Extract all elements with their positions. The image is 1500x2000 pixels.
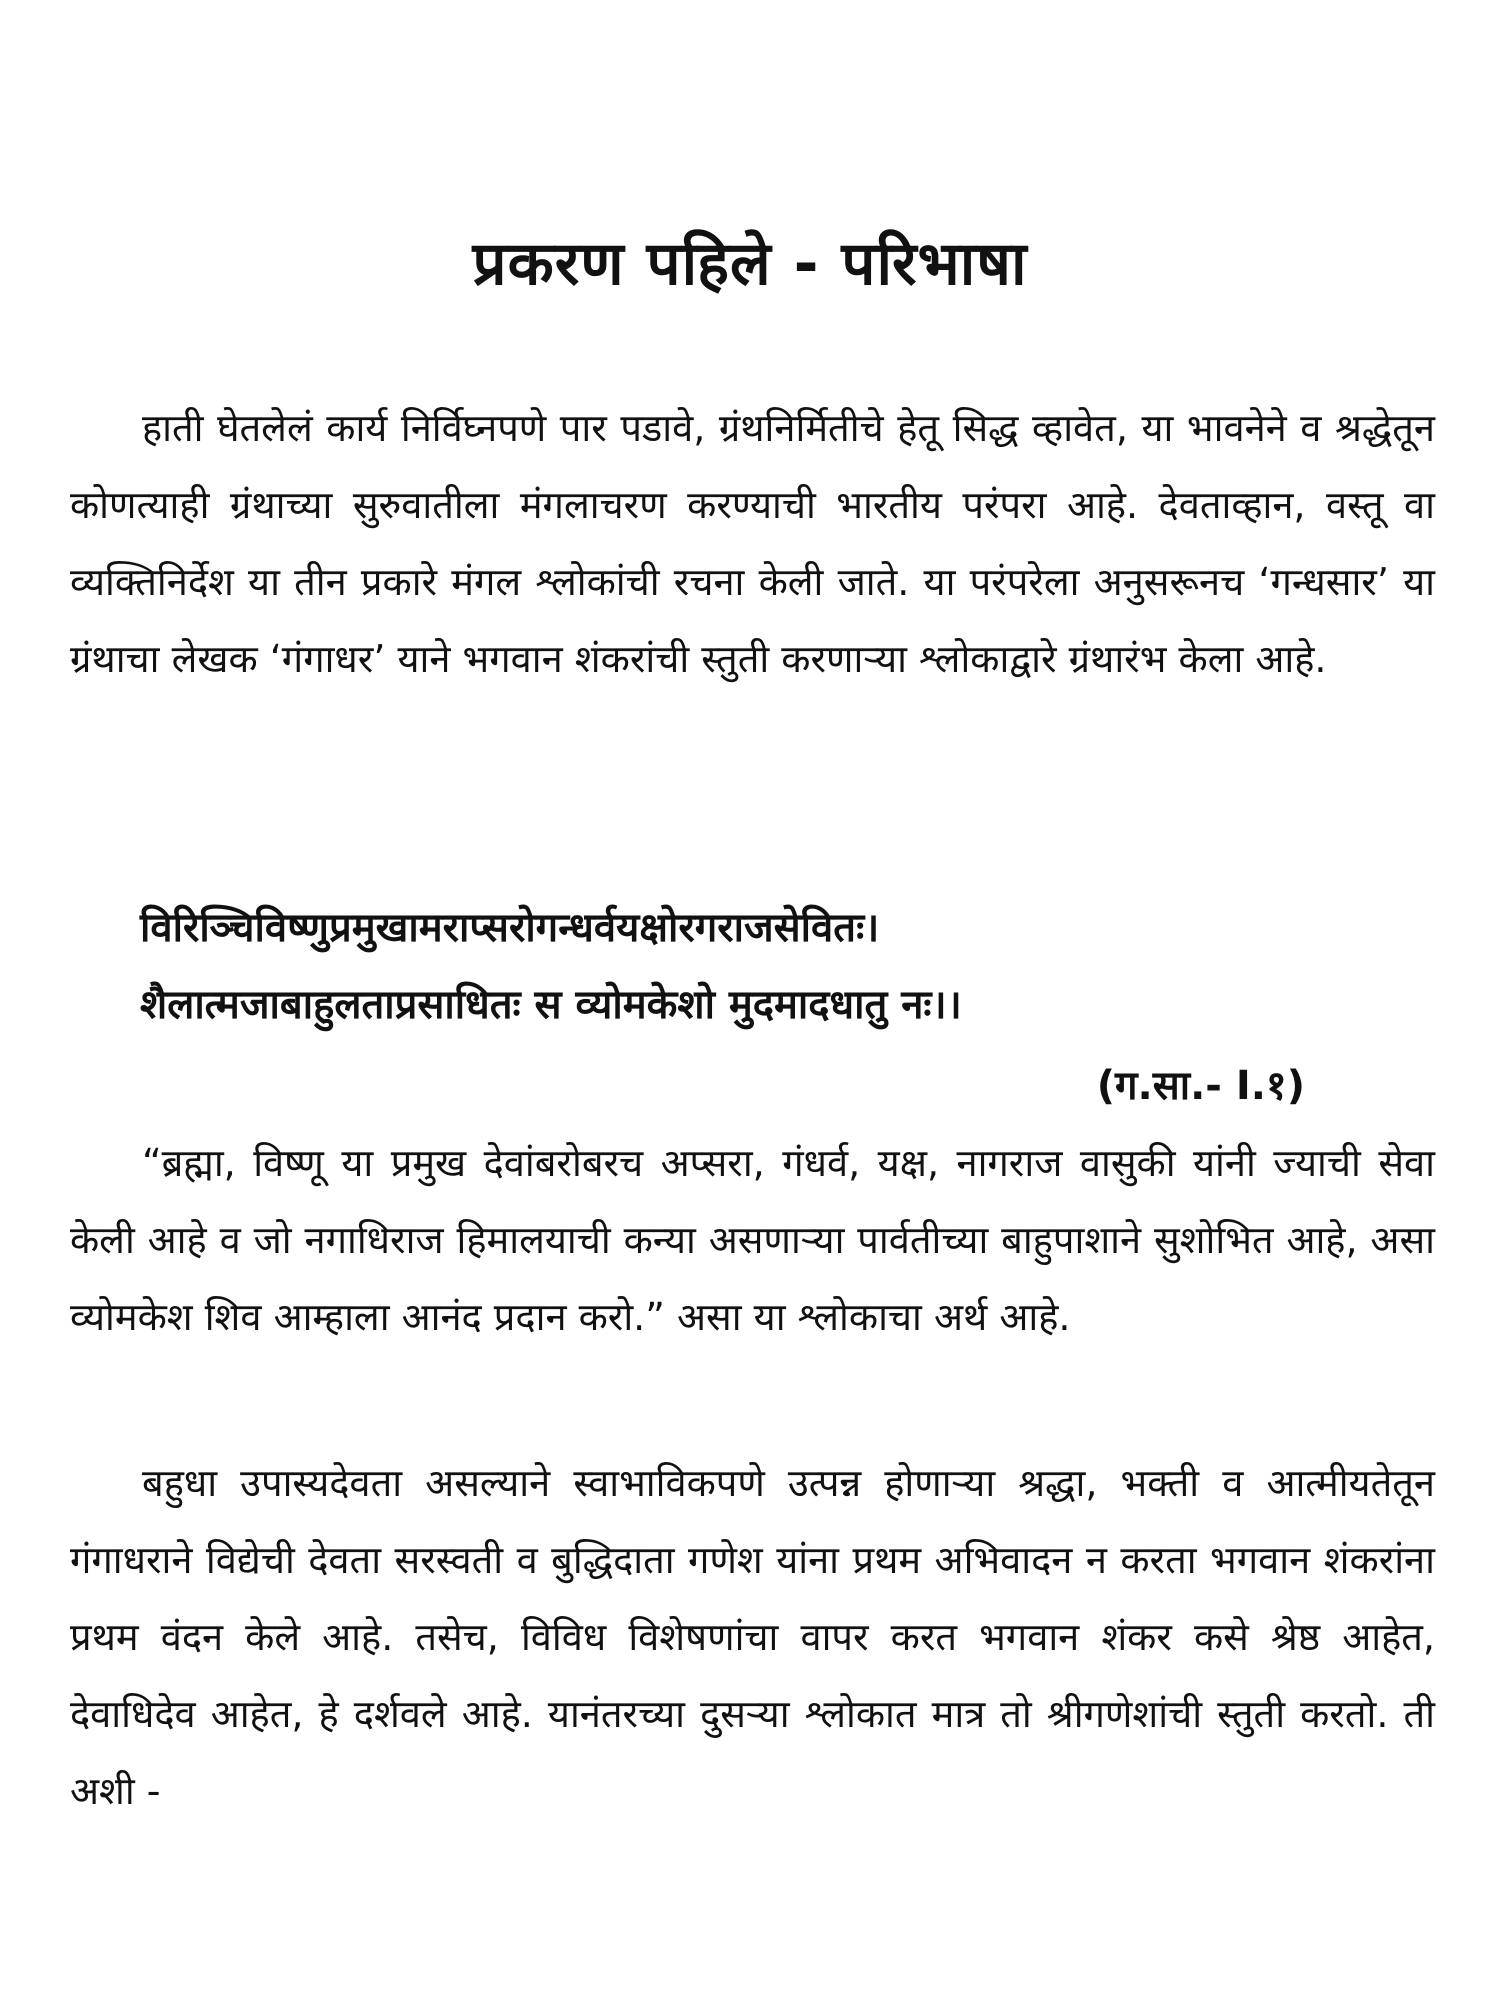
verse-line-2: शैलात्मजाबाहुलताप्रसाधितः स व्योमकेशो मुदमादधातु नः।।	[140, 982, 962, 1028]
chapter-title: प्रकरण पहिले - परिभाषा	[472, 229, 1028, 299]
paragraph-commentary: बहुधा उपास्यदेवता असल्याने स्वाभाविकपणे उत्पन्न होणाऱ्या श्रद्धा, भक्ती व आत्मीयतेतून गंगाधराने विद्येची देवता सरस्वती व बुद्धिदाता गणेश यांना प्रथम अभिवादन न करता भगवान शंकरांना प्रथम वंदन केले आहे. तसेच, विविध विशेषणांचा वापर करत भगवान शंकर कसे श्रेष्ठ आहेत, देवाधिदेव आहेत, हे दर्शवले आहे. यानंतरच्या दुसऱ्या श्लोकात मात्र तो श्रीगणेशांची स्तुती करतो. ती अशी -	[70, 1461, 1435, 1813]
paragraph-meaning: “ब्रह्मा, विष्णू या प्रमुख देवांबरोबरच अप्सरा, गंधर्व, यक्ष, नागराज वासुकी यांनी ज्याची सेवा केली आहे व जो नगाधिराज हिमालयाची कन्या असणाऱ्या पार्वतीच्या बाहुपाशाने सुशोभित आहे, असा व्योमकेश शिव आम्हाला आनंद प्रदान करो.” असा या श्लोकाचा अर्थ आहे.	[70, 1141, 1435, 1339]
paragraph-intro: हाती घेतलेलं कार्य निर्विघ्नपणे पार पडावे, ग्रंथनिर्मितीचे हेतू सिद्ध व्हावेत, या भावनेने व श्रद्धेतून कोणत्याही ग्रंथाच्या सुरुवातीला मंगलाचरण करण्याची भारतीय परंपरा आहे. देवताव्हान, वस्तू वा व्यक्तिनिर्देश या तीन प्रकारे मंगल श्लोकांची रचना केली जाते. या परंपरेला अनुसरूनच ‘गन्धसार’ या ग्रंथाचा लेखक ‘गंगाधर’ याने भगवान शंकरांची स्तुती करणाऱ्या श्लोकाद्वारे ग्रंथारंभ केला आहे.	[70, 406, 1435, 681]
verse-reference: (ग.सा.- I.१)	[1096, 1063, 1305, 1109]
verse-line-1: विरिञ्चिविष्णुप्रमुखामराप्सरोगन्धर्वयक्षोरगराजसेवितः।	[140, 905, 880, 951]
